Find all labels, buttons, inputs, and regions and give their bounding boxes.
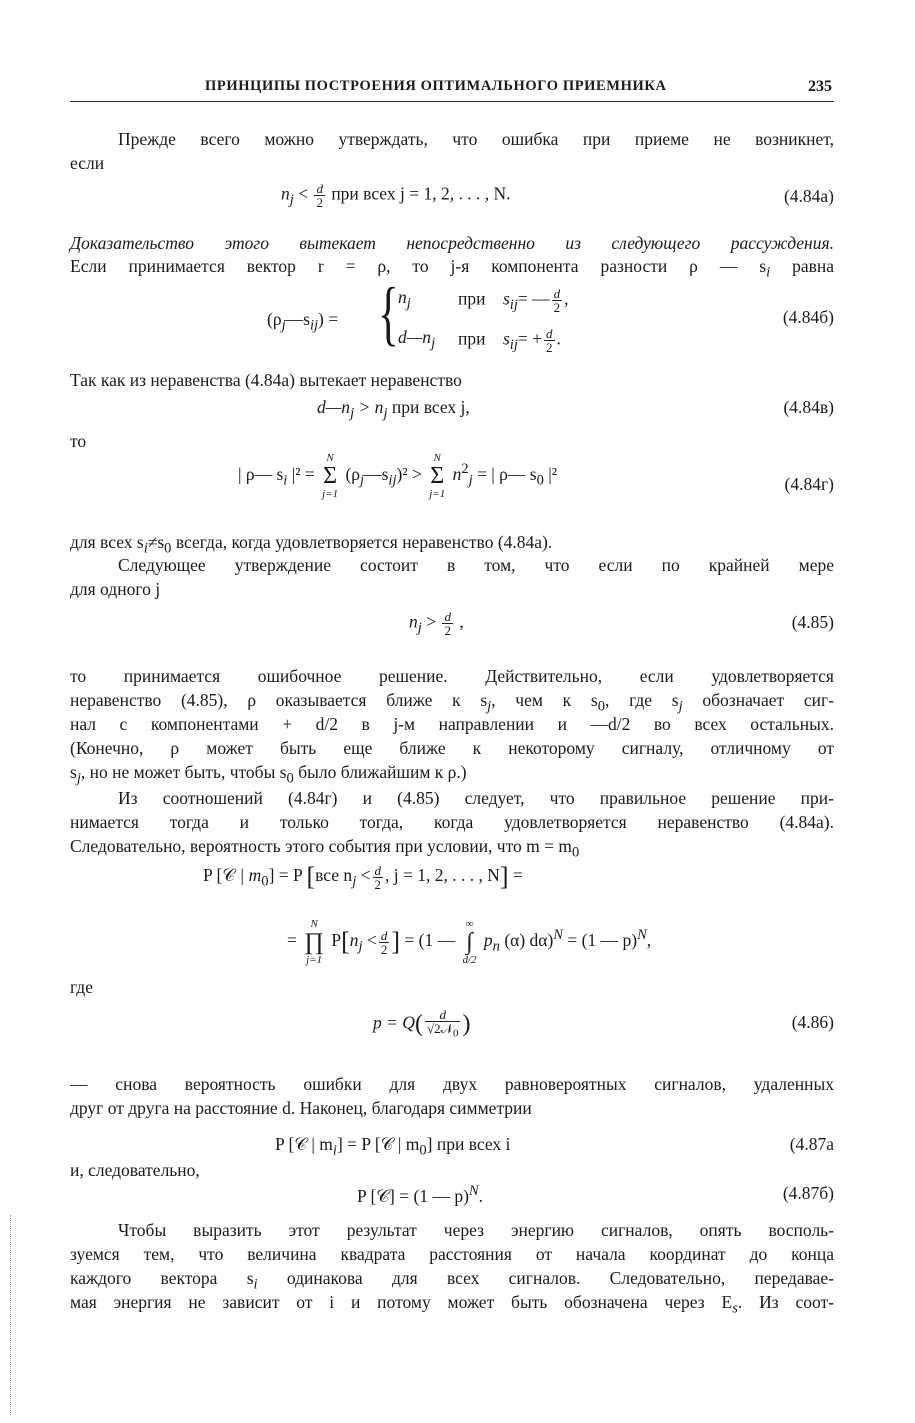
page-number: 235 [808, 78, 832, 95]
header-rule [70, 101, 834, 102]
text-line: (Конечно, ρ может быть еще ближе к некоторому сигналу, отличному от [70, 738, 834, 758]
text-line: Если принимается вектор r = ρ, то j-я компонента разности ρ — $s_i$ равна [70, 256, 834, 281]
text-line: то принимается ошибочное решение. Действительно, если удовлетворяется [70, 666, 834, 686]
text-line: для всех $s_i\ne s_0$ всегда, когда удовлетворяется неравенство (4.84а). [70, 532, 553, 557]
text-line: нимается тогда и только тогда, когда удовлетворяется неравенство (4.84а). [70, 812, 834, 832]
equation-4-84b-case2: $d—n_j$ [398, 327, 436, 352]
equation-label: (4.85) [791, 612, 834, 632]
equation-4-84b-case1: $n_j$ [398, 287, 411, 312]
text-line: друг от друга на расстояние d. Наконец, благодаря симметрии [70, 1098, 532, 1118]
text-line: для одного j [70, 579, 161, 599]
scan-margin-mark [10, 1215, 12, 1415]
text-line: и, следовательно, [70, 1160, 200, 1180]
equation-4-85: $n_j$ > $\frac{d}{2}$ , [409, 609, 464, 638]
equation-4-84b-case1-cond: при $s_{ij}=$ — $\frac{d}{2}$ , [458, 286, 569, 315]
text-line: Чтобы выразить этот результат через энергию сигналов, опять восполь- [118, 1220, 834, 1240]
equation-4-84v: $d—n_j > n_j$ при всех j, [317, 397, 470, 422]
text-line: то [70, 431, 87, 451]
text-line: Прежде всего можно утверждать, что ошибка при приеме не возникнет, [118, 129, 834, 149]
text-line: Доказательство этого вытекает непосредственно из следующего рассуждения. [70, 233, 834, 253]
text-line: нал с компонентами + d/2 в j-м направлении и —d/2 во всех остальных. [70, 714, 834, 734]
text-line: зуемся тем, что величина квадрата расстояния от начала координат до конца [70, 1244, 834, 1264]
text-line: $s_j$, но не может быть, чтобы $s_0$ было ближайшим к ρ.) [70, 762, 467, 787]
equation-4-86: p = Q( $\frac{d}{√2𝒩_0}$ ) [373, 1007, 471, 1040]
text-line: мая энергия не зависит от i и потому может быть обозначена через $E_s$. Из соот- [70, 1292, 834, 1317]
equation-label: (4.87а [789, 1134, 834, 1154]
left-brace: { [378, 273, 399, 353]
equation-probability-2: = N ∏ j=1 $P[n_j$ < $\frac{d}{2}$ ] = (1 — ∞ ∫ d/2 $p_n$ (α) dα)$^N$ = (1 — p)$^N$, [287, 918, 652, 966]
text-line: — снова вероятность ошибки для двух равновероятных сигналов, удаленных [70, 1074, 834, 1094]
equation-4-84a: $n_j$ < $\frac{d}{2}$ при всех j = 1, 2, . . . , N. [281, 181, 511, 210]
equation-label: (4.84г) [784, 474, 834, 494]
running-header: ПРИНЦИПЫ ПОСТРОЕНИЯ ОПТИМАЛЬНОГО ПРИЕМНИКА [205, 78, 667, 94]
equation-label: (4.84б) [782, 307, 834, 327]
text-line: Из соотношений (4.84г) и (4.85) следует, что правильное решение при- [118, 788, 834, 808]
text-line: где [70, 977, 93, 997]
equation-4-84g: | ρ— $s_i$ |² = N Σ j=1 $(\rho_j—s_{ij})^2$ > N Σ j=1 $n^2_j$ = | ρ— $s_0$ |² [238, 452, 558, 500]
text-line: Следующее утверждение состоит в том, что если по крайней мере [118, 555, 834, 575]
text-line: неравенство (4.85), ρ оказывается ближе к $s_j$, чем к $s_0$, где $s_j$ обозначает сиг- [70, 690, 834, 715]
equation-4-84b-case2-cond: при $s_{ij}=$ + $\frac{d}{2}$ . [458, 326, 561, 355]
equation-label: (4.86) [791, 1012, 834, 1032]
equation-label: (4.84а) [783, 186, 834, 206]
text-line: если [70, 153, 105, 173]
equation-label: (4.87б) [782, 1183, 834, 1203]
equation-probability-1: P [𝒞 | $m_0] = P$ [все $n_j$ < $\frac{d}{2}$ , j = 1, 2, . . . , N] = [203, 862, 523, 892]
text-line: каждого вектора $s_i$ одинакова для всех сигналов. Следовательно, передавае- [70, 1268, 834, 1293]
equation-4-87a: P [𝒞 | $m_i] = P$ [𝒞 | $m_0$] при всех i [275, 1134, 511, 1159]
equation-4-84b-lhs: $(\rho_j—s_{ij})$ = [267, 309, 339, 334]
text-line: Следовательно, вероятность этого события при условии, что $m = m_0$ [70, 836, 580, 861]
text-line: Так как из неравенства (4.84а) вытекает неравенство [70, 370, 462, 390]
equation-4-87b: P [𝒞] = (1 — p)$^N$. [357, 1183, 484, 1206]
equation-label: (4.84в) [783, 397, 834, 417]
